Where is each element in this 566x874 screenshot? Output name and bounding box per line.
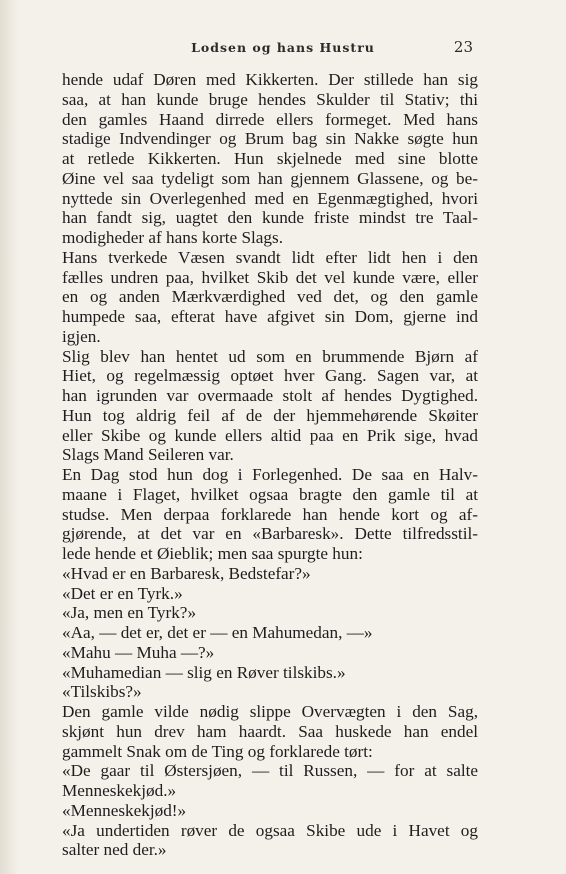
text-line: Slags Mand Seileren var.: [62, 445, 234, 465]
text-line: Den gamle vilde nødig slippe Overvægten i den Sag,: [62, 702, 478, 721]
text-line: «Ja, men en Tyrk?»: [62, 603, 197, 623]
running-head: Lodsen og hans Hustru: [191, 40, 375, 55]
text-line: han igrunden var overmaade stolt af hendes Dygtighed.: [62, 386, 478, 405]
text-line: lede hende et Øieblik; men saa spurgte hun:: [62, 544, 363, 563]
text-line: Hans tverkede Væsen svandt lidt efter lidt hen i den: [62, 247, 478, 267]
text-line: Øine vel saa tydeligt som han gjennem Glassene, og be-: [62, 168, 478, 188]
text-line: nyttede sin Overlegenhed med en Egenmægtighed, hvori: [62, 188, 478, 208]
text-line: studse. Men derpaa forklarede han hende kort og af-: [62, 504, 478, 524]
text-line: gammelt Snak om de Ting og forklarede tørt:: [62, 741, 373, 761]
text-line: saa, at han kunde bruge hendes Skulder til Stativ; thi: [62, 89, 478, 109]
text-line: Hun tog aldrig feil af de der hjemmehørende Skøiter: [62, 405, 478, 425]
text-line: En Dag stod hun dog i Forlegenhed. De saa en Halv-: [62, 465, 478, 484]
text-line: modigheder af hans korte Slags.: [62, 228, 283, 247]
text-line: stadige Indvendinger og Brum bag sin Nakke søgte hun: [62, 129, 478, 149]
text-line: den gamles Haand dirrede ellers formeget. Med hans: [62, 109, 478, 129]
text-line: «Muhamedian — slig en Røver tilskibs.»: [62, 662, 346, 682]
page-header: [0, 40, 566, 60]
text-line: humpede saa, efterat have afgivet sin Dom, gjerne ind: [62, 307, 478, 326]
text-line: «Menneskekjød!»: [62, 800, 187, 820]
text-line: Slig blev han hentet ud som en brummende Bjørn af: [62, 346, 478, 366]
text-line: «Ja undertiden røver de ogsaa Skibe ude i Havet og: [62, 820, 478, 840]
text-line: at retlede Kikkerten. Hun skjelnede med sine blotte: [62, 149, 478, 168]
text-line: gjørende, at det var en «Barbaresk». Dette tilfredsstil-: [62, 524, 478, 544]
text-line: fælles undren paa, hvilket Skib det vel kunde være, eller: [62, 267, 478, 287]
text-line: «Hvad er en Barbaresk, Bedstefar?»: [62, 563, 311, 583]
text-line: hende udaf Døren med Kikkerten. Der stillede han sig: [62, 70, 478, 89]
text-line: Hiet, og regelmæssig optøet hver Gang. Sagen var, at: [62, 366, 478, 386]
text-line: «Mahu — Muha —?»: [62, 642, 215, 662]
text-line: skjønt hun drev ham haardt. Saa huskede han endel: [62, 721, 478, 741]
text-line: Menneskekjød.»: [62, 781, 177, 800]
text-line: en og anden Mærkværdighed ved det, og den gamle: [62, 287, 478, 307]
text-line: han fandt sig, uagtet den kunde friste mindst tre Taal-: [62, 208, 478, 228]
text-line: salter ned der.»: [62, 840, 167, 860]
page-number: 23: [453, 38, 473, 56]
text-line: «De gaar til Østersjøen, — til Russen, — for at salte: [62, 761, 478, 781]
text-line: maane i Flaget, hvilket ogsaa bragte den gamle til at: [62, 484, 478, 504]
text-line: eller Skibe og kunde ellers altid paa en Prik sige, hvad: [62, 425, 478, 445]
text-line: «Tilskibs?»: [62, 682, 142, 702]
text-line: «Det er en Tyrk.»: [62, 583, 183, 603]
text-line: «Aa, — det er, det er — en Mahumedan, —»: [62, 623, 373, 642]
text-line: igjen.: [62, 326, 101, 346]
body-text: [62, 70, 478, 860]
